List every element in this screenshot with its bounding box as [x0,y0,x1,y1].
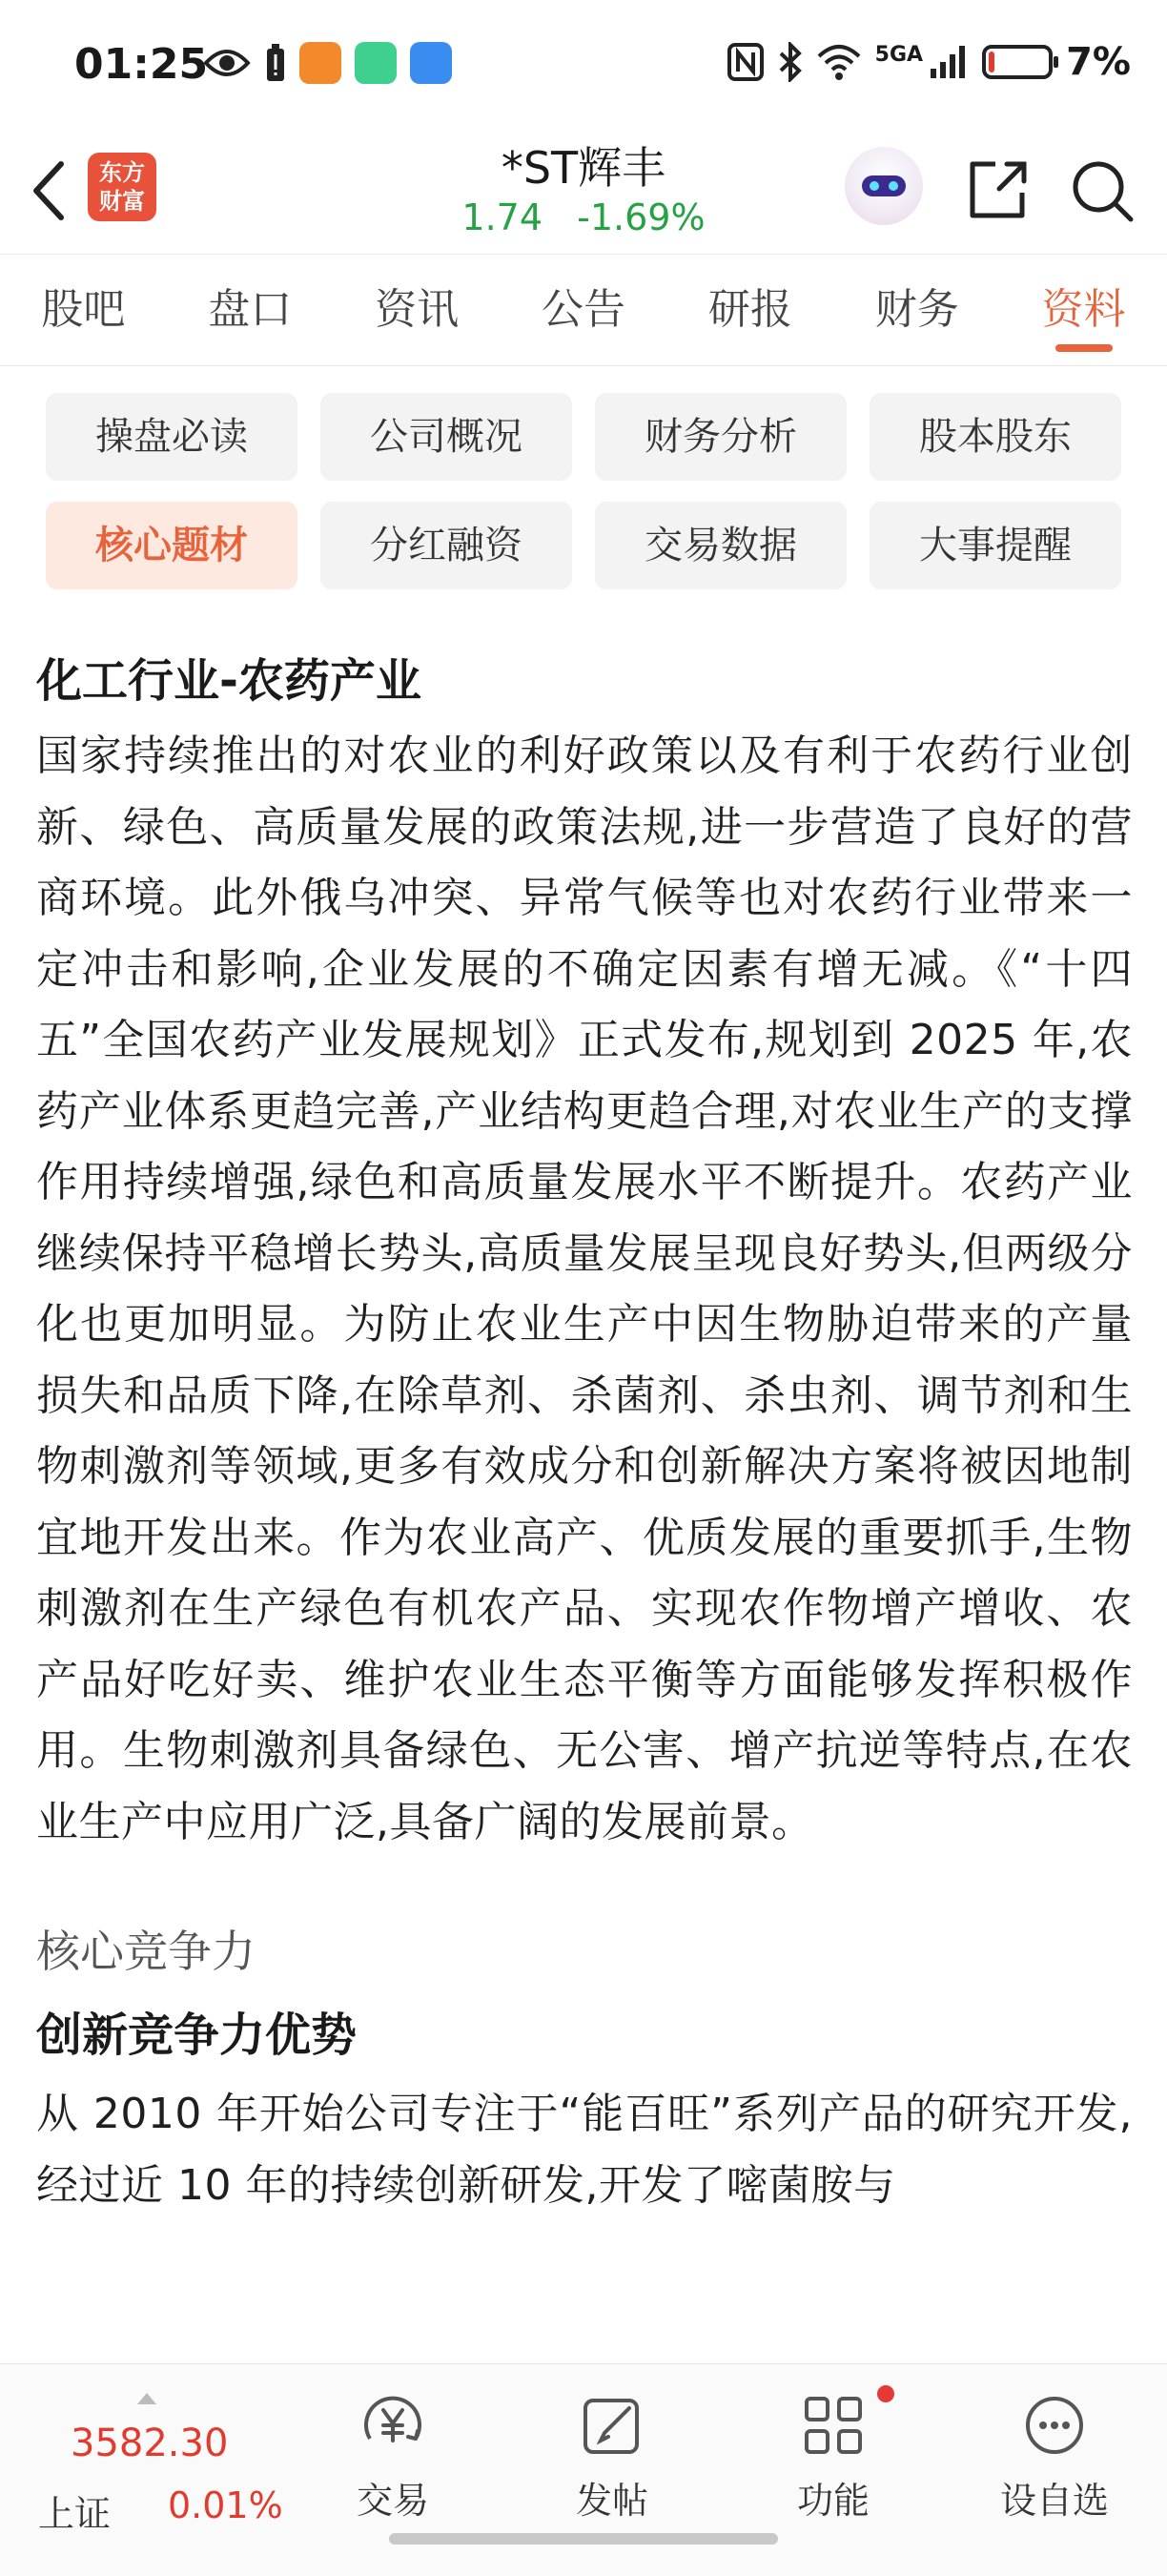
stock-name: *ST辉丰 [501,142,666,194]
theme-paragraph: 国家持续推出的对农业的利好政策以及有利于农药行业创新、绿色、高质量发展的政策法规,进一步营造了良好的营商环境。此外俄乌冲突、异常气候等也对农药行业带来一定冲击和影响,企业发展的不确定因素有增无减。《“十四五”全国农药产业发展规划》正式发布,规划到 2025 年,农药产业体系更趋完善,产业结构更趋合理,对农业生产的支撑作用持续增强,绿色和高质量发展水平不断提升。农药产业继续保持平稳增长势头,高质量发展呈现良好势头,但两级分化也更加明显。为防止农业生产中因生物胁迫带来的产量损失和品质下降,在除草剂、杀菌剂、杀虫剂、调节剂和生物刺激剂等领域,更多有效成分和创新解决方案将被因地制宜地开发出来。作为农业高产、优质发展的重要抓手,生物刺激剂在生产绿色有机农产品、实现农作物增产增收、农产品好吃好卖、维护农业生态平衡等方面能够发挥积极作用。生物刺激剂具备绿色、无公害、增产抗逆等特点,在农业生产中应用广泛,具备广阔的发展前景。 [36,732,1133,1846]
app-notification-icon [410,42,452,84]
status-right-icons [727,40,1131,84]
chip-financial-analysis[interactable]: 财务分析 [595,393,847,481]
home-indicator[interactable] [389,2533,778,2545]
competitiveness-heading: 创新竞争力优势 [36,2009,358,2062]
main-tabs [0,254,1167,366]
stock-price: 1.74 [461,196,543,238]
tab-profile[interactable]: 资料 [1000,255,1167,365]
chip-dividends[interactable]: 分红融资 [320,502,572,589]
add-watchlist-button[interactable] [959,2380,1150,2542]
compose-icon [576,2389,648,2462]
add-watchlist-label: 设自选 [999,2480,1109,2522]
notification-dot [877,2385,894,2402]
core-themes-content [36,629,1133,2221]
ai-assistant-avatar[interactable] [845,147,923,225]
functions-button[interactable] [738,2380,929,2542]
status-time: 01:25 [74,40,209,89]
chip-events[interactable]: 大事提醒 [870,502,1121,589]
post-button[interactable] [517,2380,707,2542]
tab-news[interactable]: 资讯 [375,285,460,334]
index-change: 0.01% [168,2484,283,2526]
chip-core-themes[interactable]: 核心题材 [46,502,297,589]
index-value: 3582.30 [71,2421,229,2465]
battery-alert-icon [265,43,286,83]
tab-research[interactable]: 研报 [707,285,792,334]
logo-text: 东方财富 [99,159,145,215]
functions-label: 功能 [796,2480,870,2522]
signal-icon [929,44,969,80]
chip-trading-data[interactable]: 交易数据 [595,502,847,589]
trade-label: 交易 [356,2480,429,2522]
index-ticker[interactable] [38,2393,315,2535]
trade-button[interactable] [297,2380,488,2542]
profile-sub-tabs [46,393,1121,589]
competitiveness-paragraph: 从 2010 年开始公司专注于“能百旺”系列产品的研究开发,经过近 10 年的持续创新研发,开发了嘧菌胺与 [36,2090,1133,2210]
status-bar [0,0,1167,134]
network-type: 5GA [874,42,924,67]
tab-finance[interactable]: 财务 [874,285,959,334]
chip-shareholders[interactable]: 股本股东 [870,393,1121,481]
search-icon[interactable] [1066,155,1138,227]
app-notification-icon [355,42,397,84]
status-left-icons [202,42,452,84]
caret-up-icon [137,2393,156,2404]
theme-heading: 化工行业-农药产业 [36,654,421,708]
battery-percent: 7% [1066,40,1131,84]
section-label: 核心竞争力 [36,1926,256,1977]
grid-icon [797,2389,870,2462]
eye-icon [202,44,252,82]
app-notification-icon [299,42,341,84]
trade-yen-icon [357,2389,429,2462]
more-circle-icon [1018,2389,1091,2462]
tab-announcements[interactable]: 公告 [542,285,625,334]
chip-trading-guide[interactable]: 操盘必读 [46,393,297,481]
stock-change-pct: -1.69% [577,196,706,238]
tab-guba[interactable]: 股吧 [41,285,126,334]
nfc-icon [727,42,765,82]
stock-header [0,134,1167,254]
chip-company-overview[interactable]: 公司概况 [320,393,572,481]
bluetooth-icon [778,42,803,82]
battery-icon [982,45,1053,79]
share-icon[interactable] [961,155,1034,227]
post-label: 发帖 [575,2480,648,2522]
wifi-icon [816,43,862,81]
index-name: 上证 [38,2493,112,2535]
tab-pankou[interactable]: 盘口 [208,285,293,334]
